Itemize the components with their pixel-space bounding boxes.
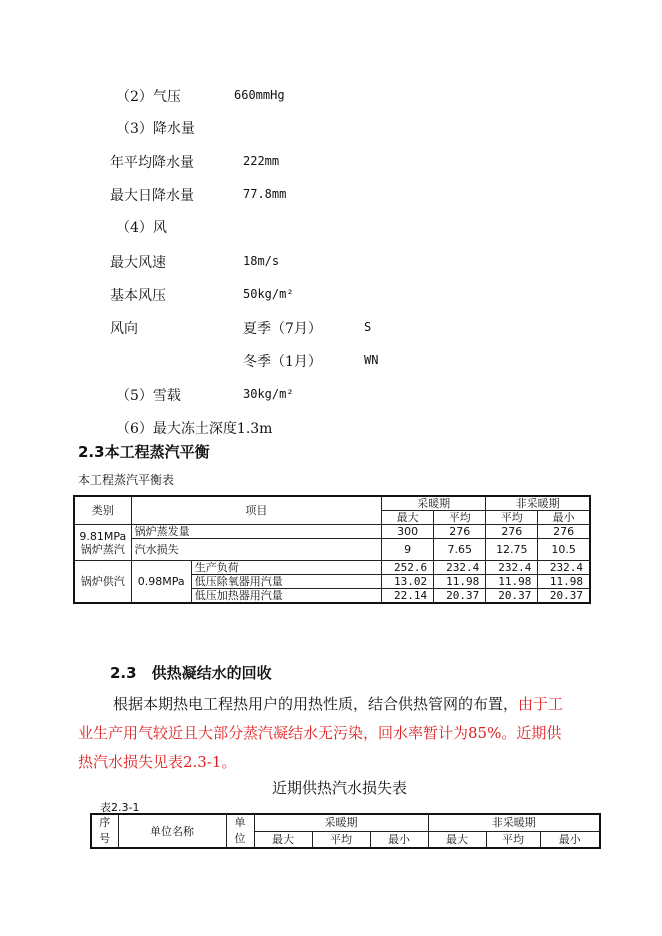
header-max: 最大 — [254, 831, 312, 848]
header-item: 项目 — [131, 496, 381, 525]
header-avg: 平均 — [486, 831, 540, 848]
row-item: 汽水损失 — [131, 539, 381, 561]
frost-depth: （6）最大冻土深度1.3m — [116, 421, 273, 437]
header-category: 类别 — [74, 496, 131, 525]
header-min: 最小 — [540, 831, 600, 848]
loss-table-number: 表2.3-1 — [100, 801, 140, 814]
table-row — [74, 539, 590, 561]
row-item: 低压加热器用汽量 — [191, 589, 381, 604]
table-row — [91, 814, 600, 831]
table-row — [74, 561, 590, 575]
header-seq: 序号 — [91, 814, 118, 848]
rain-annual-value: 222mm — [243, 154, 280, 168]
rain-annual-label: 年平均降水量 — [110, 155, 194, 171]
cell: 276 — [486, 525, 538, 539]
cell: 20.37 — [434, 589, 486, 604]
header-unit: 单位 — [226, 814, 254, 848]
wind-basic-value: 50kg/m² — [243, 287, 294, 301]
header-unit-name: 单位名称 — [118, 814, 226, 848]
wind-max-value: 18m/s — [243, 254, 280, 268]
row-item: 生产负荷 — [191, 561, 381, 575]
cell: 10.5 — [538, 539, 590, 561]
header-max: 最大 — [428, 831, 486, 848]
wind-summer-label: 夏季（7月） — [243, 321, 322, 337]
pressure-cell: 0.98MPa — [131, 561, 191, 604]
cell: 9 — [382, 539, 434, 561]
cell: 252.6 — [382, 561, 434, 575]
cell: 11.98 — [486, 575, 538, 589]
paragraph-line-3: 热汽水损失见表2.3-1。 — [78, 753, 237, 771]
wind-max-label: 最大风速 — [110, 255, 166, 271]
rain-daily-label: 最大日降水量 — [110, 188, 194, 204]
wind-winter-value: WN — [364, 353, 379, 367]
header-min: 最小 — [538, 511, 590, 525]
rain-daily-value: 77.8mm — [243, 187, 287, 201]
cell: 232.4 — [538, 561, 590, 575]
header-nonheating: 非采暖期 — [428, 814, 600, 831]
row-item: 锅炉蒸发量 — [131, 525, 381, 539]
header-heating: 采暖期 — [382, 496, 486, 511]
wind-title: （4）风 — [116, 220, 167, 236]
section-heading-steam: 2.3本工程蒸汽平衡 — [78, 443, 210, 461]
cell: 20.37 — [538, 589, 590, 604]
header-min: 最小 — [370, 831, 428, 848]
cell: 300 — [382, 525, 434, 539]
wind-dir-label: 风向 — [110, 321, 138, 337]
snow-label: （5）雪载 — [116, 388, 181, 404]
cell: 7.65 — [434, 539, 486, 561]
cell: 11.98 — [434, 575, 486, 589]
cell: 276 — [434, 525, 486, 539]
cell: 11.98 — [538, 575, 590, 589]
cell: 276 — [538, 525, 590, 539]
header-nonheating: 非采暖期 — [486, 496, 590, 511]
row-item: 低压除氧器用汽量 — [191, 575, 381, 589]
steam-loss-table — [90, 813, 601, 849]
loss-table-title: 近期供热汽水损失表 — [272, 779, 408, 797]
wind-summer-value: S — [364, 320, 372, 334]
header-max: 最大 — [382, 511, 434, 525]
cell: 232.4 — [486, 561, 538, 575]
pressure-label: （2）气压 — [116, 89, 181, 105]
paragraph-highlight: 由于工 — [518, 695, 564, 713]
cell: 22.14 — [382, 589, 434, 604]
cell: 13.02 — [382, 575, 434, 589]
header-heating: 采暖期 — [254, 814, 428, 831]
cell: 20.37 — [486, 589, 538, 604]
pressure-value: 660mmHg — [234, 88, 285, 102]
table-row — [74, 496, 590, 511]
cell: 232.4 — [434, 561, 486, 575]
snow-value: 30kg/m² — [243, 387, 294, 401]
paragraph-text: 根据本期热电工程热用户的用热性质，结合供热管网的布置， — [113, 695, 519, 713]
steam-table-caption: 本工程蒸汽平衡表 — [78, 473, 175, 487]
header-avg: 平均 — [486, 511, 538, 525]
steam-balance-table — [73, 495, 591, 604]
wind-winter-label: 冬季（1月） — [243, 354, 322, 370]
paragraph-line-1 — [113, 690, 563, 719]
paragraph-line-2: 业生产用气较近且大部分蒸汽凝结水无污染，回水率暂计为85%。近期供 — [78, 724, 562, 742]
wind-basic-label: 基本风压 — [110, 288, 166, 304]
group-label: 9.81MPa锅炉蒸汽 — [74, 525, 131, 561]
table-row — [74, 525, 590, 539]
header-avg: 平均 — [312, 831, 370, 848]
section-heading-condensate: 2.3 供热凝结水的回收 — [110, 664, 272, 682]
rain-title: （3）降水量 — [116, 121, 195, 137]
cell: 12.75 — [486, 539, 538, 561]
group-label: 锅炉供汽 — [74, 561, 131, 604]
header-avg: 平均 — [434, 511, 486, 525]
